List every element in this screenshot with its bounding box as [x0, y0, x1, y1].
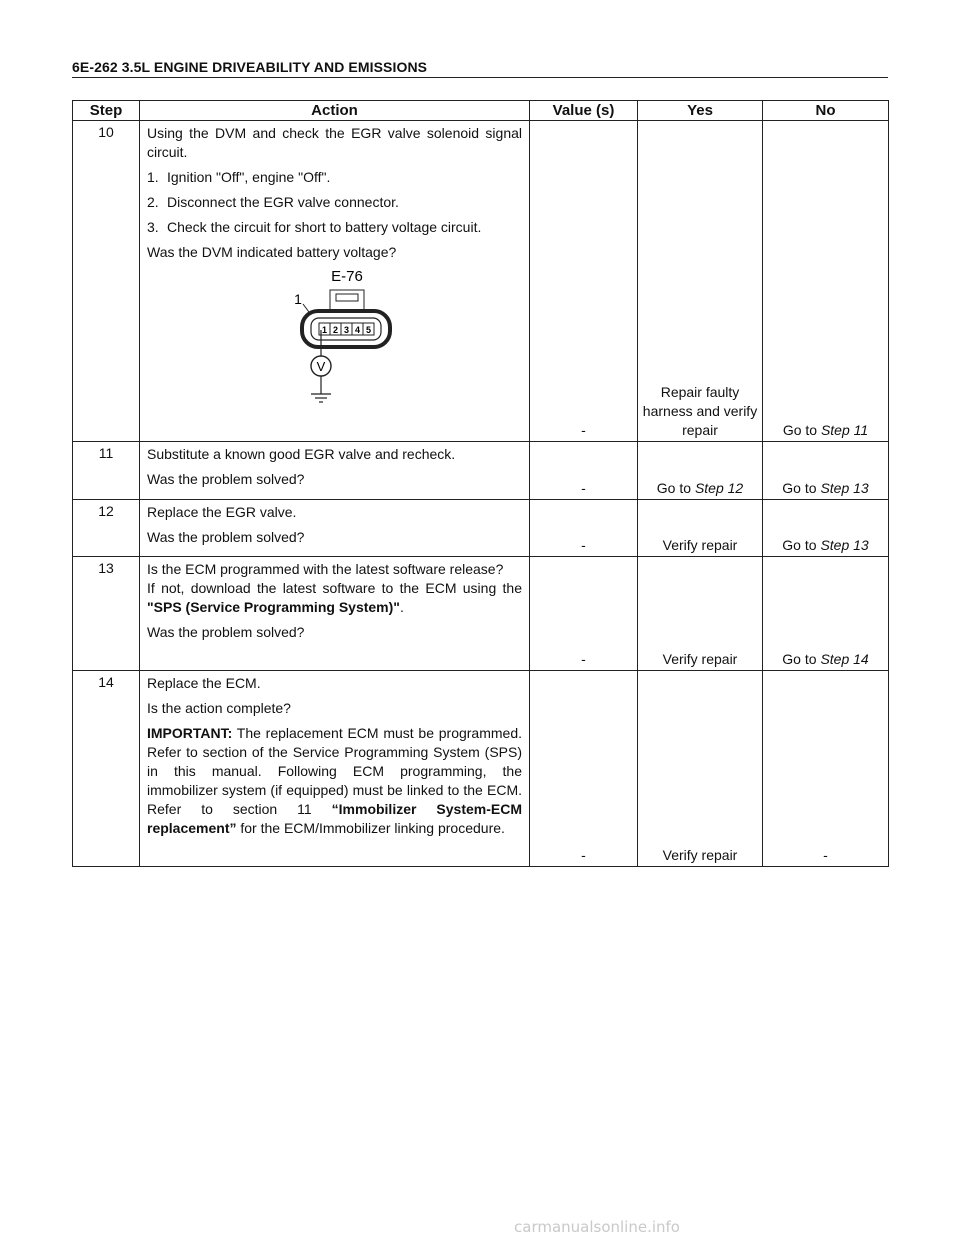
- column-header-value: Value (s): [530, 101, 638, 121]
- action-steps-list: [147, 168, 522, 237]
- value-cell: -: [530, 442, 638, 500]
- action-text: Is the ECM programmed with the latest software release?: [147, 561, 504, 577]
- action-cell: [140, 500, 530, 557]
- action-intro: Using the DVM and check the EGR valve solenoid signal circuit.: [147, 125, 522, 160]
- important-text: The replacement ECM must be programmed. Refer to section of the Service Programming System (SPS) in this manual. Following ECM programming, the immobilizer system (if equipped) must be linked to the ECM. Refer to section 11: [147, 725, 522, 817]
- step-reference: Step 14: [820, 651, 869, 667]
- watermark: carmanualsonline.info: [514, 1218, 680, 1236]
- no-cell: [763, 121, 889, 442]
- column-header-yes: Yes: [638, 101, 763, 121]
- no-cell: [763, 442, 889, 500]
- no-prefix: Go to: [782, 651, 821, 667]
- pin-number: 2: [332, 325, 338, 335]
- no-cell: -: [763, 671, 889, 867]
- action-text: Substitute a known good EGR valve and recheck.: [147, 446, 456, 462]
- action-text-2: [147, 579, 522, 617]
- important-tail: for the ECM/Immobilizer linking procedure.: [236, 820, 505, 836]
- connector-pins: [319, 323, 374, 335]
- step-number: 12: [73, 500, 140, 557]
- no-prefix: Go to: [782, 480, 821, 496]
- yes-cell: Verify repair: [638, 557, 763, 671]
- table-header-row: [73, 101, 889, 121]
- important-reference: “Immobilizer System-ECM replacement”: [147, 801, 522, 836]
- yes-prefix: Go to: [656, 480, 695, 496]
- list-item: [147, 193, 522, 212]
- action-question: Was the DVM indicated battery voltage?: [147, 244, 397, 260]
- list-text: Disconnect the EGR valve connector.: [167, 194, 399, 210]
- pin-number: 1: [321, 325, 327, 335]
- yes-cell: Verify repair: [638, 500, 763, 557]
- important-note: [147, 724, 522, 838]
- action-text: Replace the ECM.: [147, 675, 261, 691]
- action-text-2-bold: "SPS (Service Programming System)": [147, 599, 400, 615]
- list-text: Check the circuit for short to battery voltage circuit.: [167, 219, 482, 235]
- list-number: 3.: [147, 219, 159, 235]
- list-item: [147, 218, 522, 237]
- connector-diagram: [235, 260, 435, 410]
- ground-icon: [311, 394, 331, 402]
- column-header-step: Step: [73, 101, 140, 121]
- action-text: Replace the EGR valve.: [147, 504, 297, 520]
- action-text-2-suffix: .: [399, 599, 404, 615]
- table-row-step-14: [73, 671, 889, 867]
- yes-cell: Repair faulty harness and verify repair: [638, 121, 763, 442]
- table-row-step-10: [73, 121, 889, 442]
- connector-label: E-76: [330, 268, 363, 285]
- no-cell: [763, 557, 889, 671]
- yes-cell: [638, 442, 763, 500]
- action-question: Was the problem solved?: [147, 624, 305, 640]
- yes-cell: Verify repair: [638, 671, 763, 867]
- step-reference: Step 13: [820, 480, 869, 496]
- list-number: 2.: [147, 194, 159, 210]
- table-row-step-12: [73, 500, 889, 557]
- no-prefix: Go to: [782, 537, 821, 553]
- action-question: Was the problem solved?: [147, 529, 305, 545]
- list-number: 1.: [147, 169, 159, 185]
- step-number: 10: [73, 121, 140, 442]
- action-cell: [140, 121, 530, 442]
- value-cell: -: [530, 121, 638, 442]
- list-item: [147, 168, 522, 187]
- column-header-no: No: [763, 101, 889, 121]
- step-number: 13: [73, 557, 140, 671]
- step-reference: Step 11: [820, 422, 869, 438]
- diagnostic-table: [72, 100, 889, 867]
- important-label: IMPORTANT:: [147, 725, 233, 741]
- no-prefix: Go to: [782, 422, 821, 438]
- step-number: 11: [73, 442, 140, 500]
- action-text-2-prefix: If not, download the latest software to the ECM using the: [147, 580, 522, 596]
- value-cell: -: [530, 557, 638, 671]
- pin-number: 4: [354, 325, 360, 335]
- action-cell: [140, 671, 530, 867]
- value-cell: -: [530, 671, 638, 867]
- step-reference: Step 13: [820, 537, 869, 553]
- step-number: 14: [73, 671, 140, 867]
- action-cell: [140, 442, 530, 500]
- no-cell: [763, 500, 889, 557]
- action-cell: [140, 557, 530, 671]
- voltmeter-label: V: [316, 359, 325, 374]
- value-cell: -: [530, 500, 638, 557]
- list-text: Ignition "Off", engine "Off".: [167, 169, 331, 185]
- column-header-action: Action: [140, 101, 530, 121]
- pin-callout-label: 1: [293, 291, 302, 307]
- table-row-step-13: [73, 557, 889, 671]
- pin-number: 3: [343, 325, 349, 335]
- action-question: Was the problem solved?: [147, 471, 305, 487]
- step-reference: Step 12: [694, 480, 744, 496]
- table-row-step-11: [73, 442, 889, 500]
- action-question: Is the action complete?: [147, 700, 291, 716]
- page-header: 6E-262 3.5L ENGINE DRIVEABILITY AND EMISSIONS: [72, 59, 888, 78]
- pin-number: 5: [365, 325, 371, 335]
- latch-slot: [336, 294, 358, 301]
